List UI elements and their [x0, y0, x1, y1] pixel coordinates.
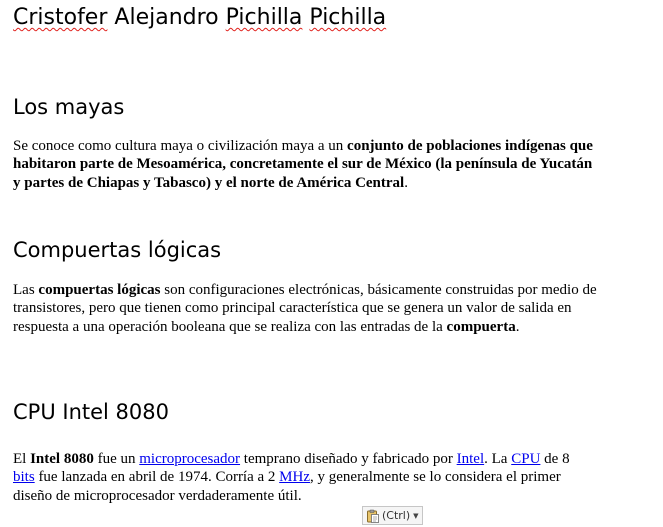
- text-run: Las: [13, 282, 39, 298]
- bold-run: conjunto de poblaciones indígenas que habitaron parte de Mesoamérica, concretamente el sur de México (la península de Yucatán y partes de Chiapas y Tabasco) y el norte de América Central: [13, 138, 593, 191]
- heading-compuertas-logicas: Compuertas lógicas: [13, 238, 222, 262]
- heading-cpu-intel-8080: CPU Intel 8080: [13, 400, 169, 424]
- text-run: .: [515, 318, 520, 335]
- text-run: .: [404, 174, 408, 191]
- link-mhz[interactable]: MHz: [279, 469, 310, 486]
- title-word: Cristofer: [13, 5, 108, 30]
- text-run: de 8: [540, 451, 570, 467]
- title-word: Alejandro: [114, 5, 219, 30]
- paste-options-button[interactable]: [362, 506, 423, 525]
- bold-run: Intel 8080: [30, 451, 94, 467]
- caret-down-icon: ▼: [413, 511, 419, 520]
- text-run: temprano diseñado y fabricado por: [240, 451, 457, 467]
- bold-run: compuertas lógicas: [38, 282, 161, 298]
- text-run: Se conoce como cultura maya o civilización maya a un: [13, 138, 348, 154]
- title-word: Pichilla: [309, 5, 387, 30]
- link-cpu[interactable]: CPU: [511, 451, 541, 467]
- text-run: fue lanzada en abril de 1974. Corría a 2: [34, 469, 280, 486]
- paragraph-los-mayas: [13, 137, 603, 192]
- paragraph-cpu-intel-8080: [13, 450, 593, 505]
- title-word: Pichilla: [225, 5, 303, 30]
- paste-options-label: (Ctrl): [382, 509, 411, 522]
- text-run: . La: [484, 451, 512, 467]
- link-bits[interactable]: bits: [13, 469, 35, 486]
- heading-los-mayas: Los mayas: [13, 95, 125, 119]
- text-run: , y generalmente se lo considera el primer diseño de microprocesador verdaderamente útil.: [13, 469, 561, 504]
- document-title: [13, 3, 386, 33]
- text-run: El: [13, 451, 31, 467]
- bold-run: compuerta: [446, 318, 516, 335]
- link-microprocesador[interactable]: microprocesador: [139, 451, 241, 467]
- text-run: fue un: [93, 451, 140, 467]
- clipboard-icon: [366, 509, 380, 523]
- text-run: son configuraciones electrónicas, básicamente construidas por medio de transistores, pero que tienen como principal característica que se genera un valor de salida en respuesta a una operación booleana que se realiza con las entradas de la: [13, 282, 597, 335]
- paragraph-compuertas-logicas: [13, 281, 603, 336]
- link-intel[interactable]: Intel: [456, 451, 485, 467]
